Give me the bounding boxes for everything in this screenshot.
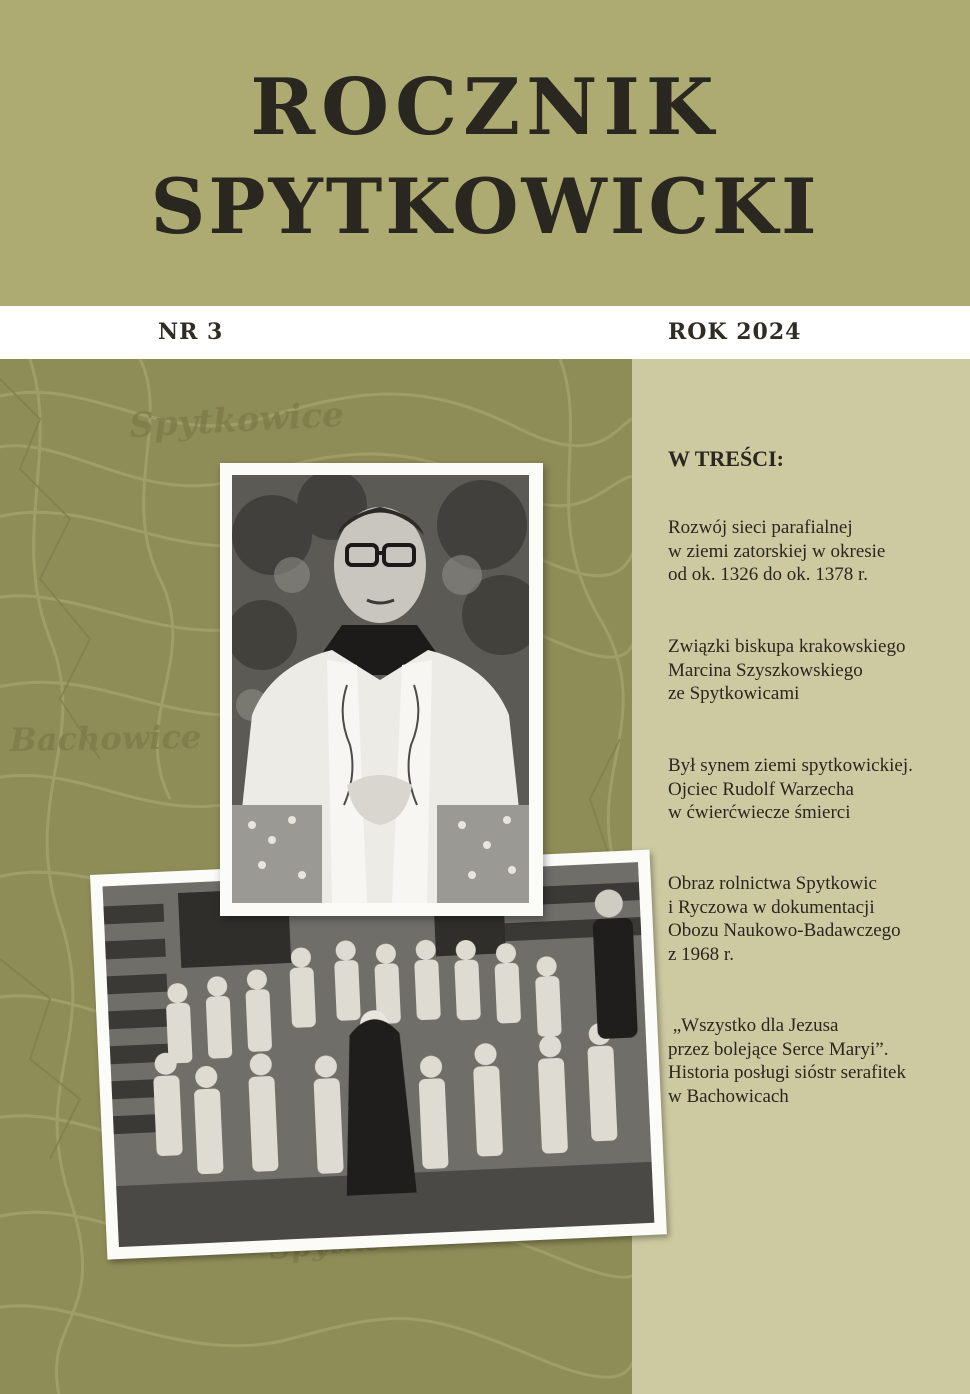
issue-year: ROK 2024 bbox=[668, 319, 802, 345]
toc-line: Marcina Szyszkowskiego bbox=[668, 659, 863, 681]
toc-item bbox=[668, 1014, 958, 1108]
toc-line: Obozu Naukowo-Badawczego bbox=[668, 920, 901, 941]
toc-line: w ziemi zatorskiej w okresie bbox=[668, 540, 886, 562]
toc-line: Związki biskupa krakowskiego bbox=[668, 636, 906, 657]
group-photo-illustration bbox=[103, 862, 655, 1247]
group-photo-image bbox=[103, 862, 655, 1247]
title-line-1: ROCZNIK bbox=[250, 62, 720, 153]
toc-line: Ojciec Rudolf Warzecha bbox=[668, 778, 854, 800]
title-line-2: SPYTKOWICKI bbox=[150, 162, 820, 251]
toc-line: i Ryczowa w dokumentacji bbox=[668, 896, 875, 918]
portrait-photo-image bbox=[232, 475, 529, 903]
masthead bbox=[0, 0, 970, 306]
toc-item bbox=[668, 635, 958, 706]
map-label-bachowice: Bachowice bbox=[9, 717, 202, 759]
portrait-illustration bbox=[232, 475, 529, 903]
toc-line: Historia posługi sióstr serafitek bbox=[668, 1062, 906, 1083]
toc-line: od ok. 1326 do ok. 1378 r. bbox=[668, 564, 869, 585]
toc-line: Był synem ziemi spytkowickiej. bbox=[668, 755, 913, 776]
toc-line: przez bolejące Serce Maryi”. bbox=[668, 1038, 889, 1060]
toc-line: w Bachowicach bbox=[668, 1085, 789, 1107]
toc-line: ze Spytkowicami bbox=[668, 683, 800, 704]
toc-line: z 1968 r. bbox=[668, 943, 734, 965]
toc-line: „Wszystko dla Jezusa bbox=[668, 1015, 839, 1036]
toc-line: Obraz rolnictwa Spytkowic bbox=[668, 873, 877, 894]
issue-band bbox=[0, 306, 970, 359]
toc-line: Rozwój sieci parafialnej bbox=[668, 517, 853, 538]
issue-number: NR 3 bbox=[158, 319, 224, 345]
portrait-photo bbox=[220, 463, 543, 916]
contents-heading: W TREŚCI: bbox=[668, 446, 784, 471]
map-label-spytkowice: Spytkowice bbox=[128, 394, 345, 446]
toc-item bbox=[668, 872, 958, 966]
toc-line: w ćwierćwiecze śmierci bbox=[668, 802, 851, 823]
toc-item bbox=[668, 754, 958, 825]
toc-item bbox=[668, 516, 958, 587]
